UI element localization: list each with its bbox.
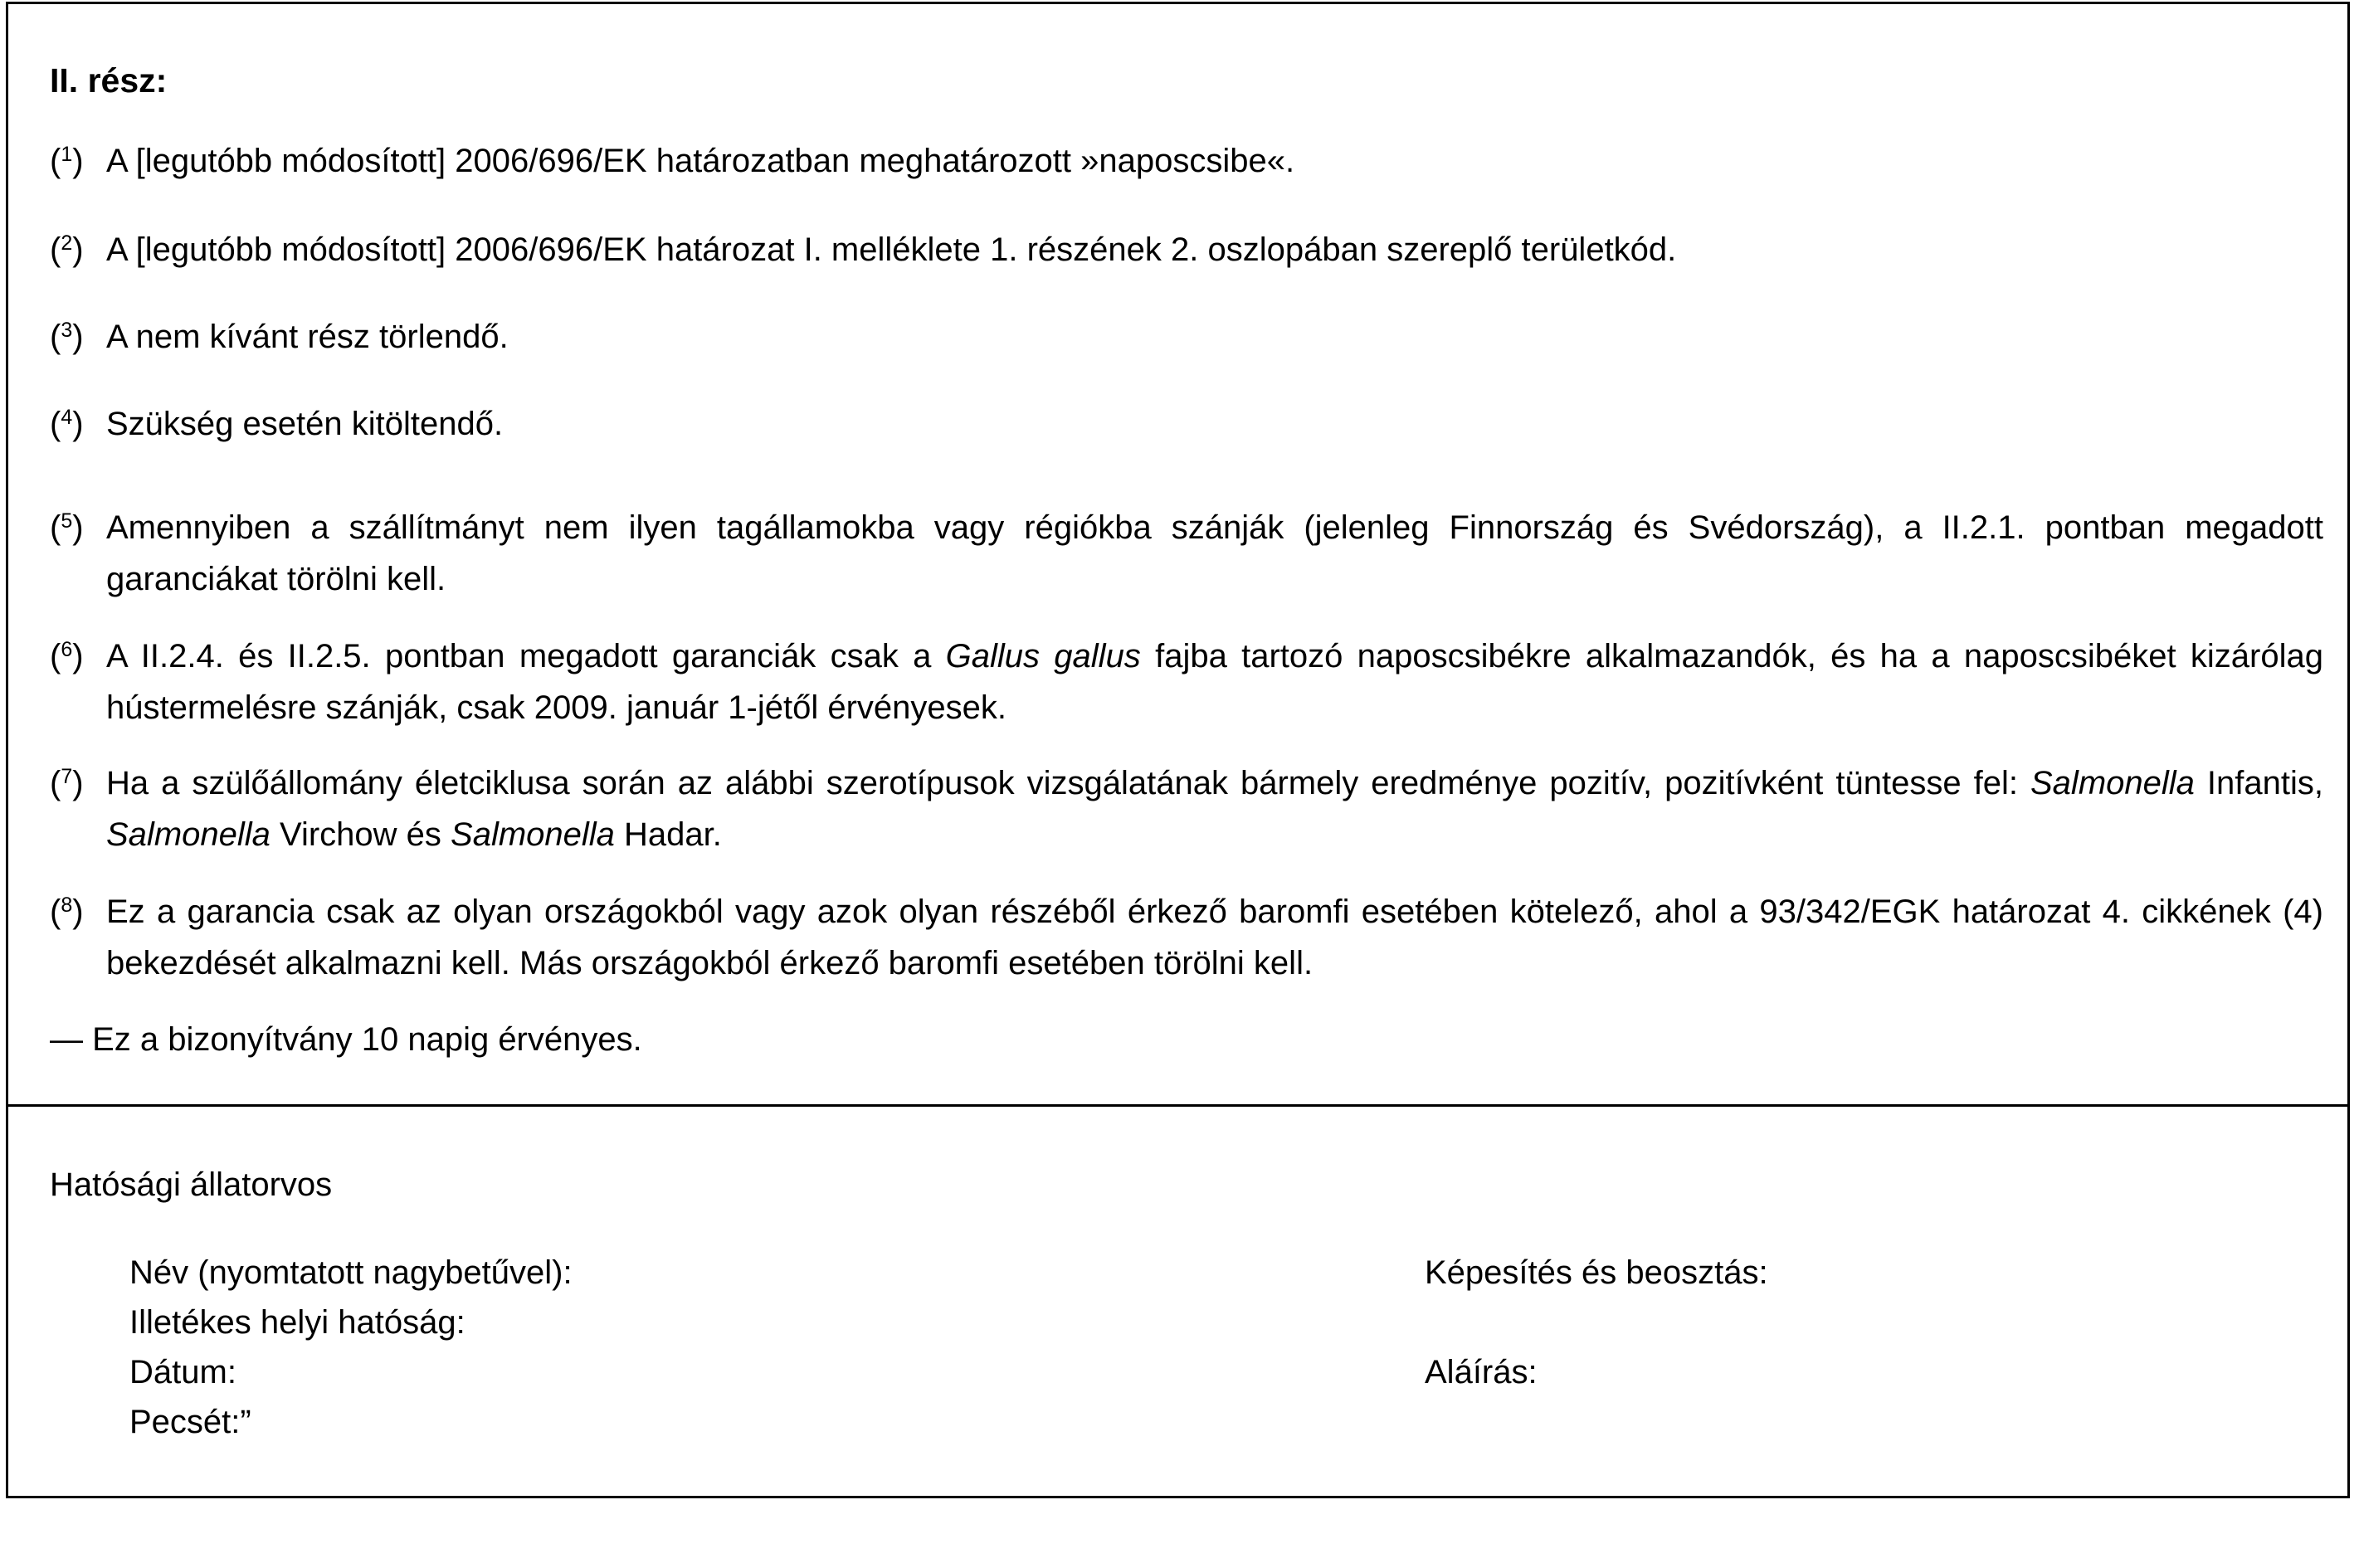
footnote-text xyxy=(106,502,2323,605)
text-segment: Amennyiben a szállítmányt nem ilyen tagállamokba vagy régiókba szánják (jelenleg Finnország és Svédország), a II.2.1. pontban megadott garanciákat törölni kell. xyxy=(106,509,2323,597)
text-segment: fajba tartozó naposcsibékre alkalmazandók, és ha a naposcsibéket kizárólag hústermelésre szánják, csak 2009. január 1-jétől érvényesek. xyxy=(106,638,2323,726)
footnote-5 xyxy=(50,502,2323,605)
text-segment: Hadar. xyxy=(614,816,722,853)
certificate-frame xyxy=(6,2,2350,1498)
signature-field-label: Aláírás: xyxy=(1425,1354,1538,1390)
text-segment: Virchow és xyxy=(270,816,451,853)
footnote-1 xyxy=(50,135,2323,187)
italic-term: Salmonella xyxy=(451,816,615,853)
part-title: II. rész: xyxy=(50,61,168,100)
footnote-marker: ($^2$) xyxy=(50,231,84,268)
footnote-marker: ($^1$) xyxy=(50,143,84,179)
text-segment: A [legutóbb módosított] 2006/696/EK határozatban meghatározott »naposcsibe«. xyxy=(106,143,1295,179)
name-field-label: Név (nyomtatott nagybetűvel): xyxy=(129,1254,573,1291)
footnote-text xyxy=(106,135,2323,187)
qualification-field-label: Képesítés és beosztás: xyxy=(1425,1254,1768,1291)
footnote-2 xyxy=(50,224,2323,275)
footnote-marker: ($^6$) xyxy=(50,638,84,674)
text-segment: Szükség esetén kitöltendő. xyxy=(106,406,504,442)
italic-term: Salmonella xyxy=(2030,765,2195,801)
italic-term: Salmonella xyxy=(106,816,271,853)
footnote-text xyxy=(106,311,2323,363)
footnote-marker: ($^4$) xyxy=(50,406,84,442)
notes-section xyxy=(8,4,2347,1107)
text-segment: Infantis, xyxy=(2194,765,2323,801)
signature-section xyxy=(8,1107,2347,1496)
text-segment: A nem kívánt rész törlendő. xyxy=(106,319,509,355)
validity-line: — Ez a bizonyítvány 10 napig érvényes. xyxy=(50,1021,642,1058)
footnote-text xyxy=(106,398,2323,450)
italic-term: Gallus gallus xyxy=(945,638,1141,674)
footnote-marker: ($^3$) xyxy=(50,319,84,355)
date-field-label: Dátum: xyxy=(129,1354,236,1390)
footnote-text xyxy=(106,224,2323,275)
authority-field-label: Illetékes helyi hatóság: xyxy=(129,1304,465,1341)
text-segment: A [legutóbb módosított] 2006/696/EK határozat I. melléklete 1. részének 2. oszlopában szereplő területkód. xyxy=(106,231,1677,268)
footnote-8 xyxy=(50,886,2323,989)
footnote-text xyxy=(106,631,2323,733)
footnote-marker: ($^8$) xyxy=(50,894,84,930)
text-segment: Ha a szülőállomány életciklusa során az alábbi szerotípusok vizsgálatának bármely eredménye pozitív, pozitívként tüntesse fel: xyxy=(106,765,2030,801)
text-segment: A II.2.4. és II.2.5. pontban megadott garanciák csak a xyxy=(106,638,946,674)
footnote-4 xyxy=(50,398,2323,450)
footnote-marker: ($^7$) xyxy=(50,765,84,801)
footnote-6 xyxy=(50,631,2323,733)
official-vet-title: Hatósági állatorvos xyxy=(50,1166,333,1203)
footnote-text xyxy=(106,886,2323,989)
footnote-text xyxy=(106,757,2323,860)
footnote-3 xyxy=(50,311,2323,363)
stamp-field-label: Pecsét:” xyxy=(129,1404,251,1440)
text-segment: Ez a garancia csak az olyan országokból vagy azok olyan részéből érkező baromfi esetében kötelező, ahol a 93/342/EGK határozat 4. cikkének (4) bekezdését alkalmazni kell. Más országokból érkező baromfi esetében törölni kell. xyxy=(106,894,2323,981)
footnote-marker: ($^5$) xyxy=(50,509,84,546)
footnote-7 xyxy=(50,757,2323,860)
